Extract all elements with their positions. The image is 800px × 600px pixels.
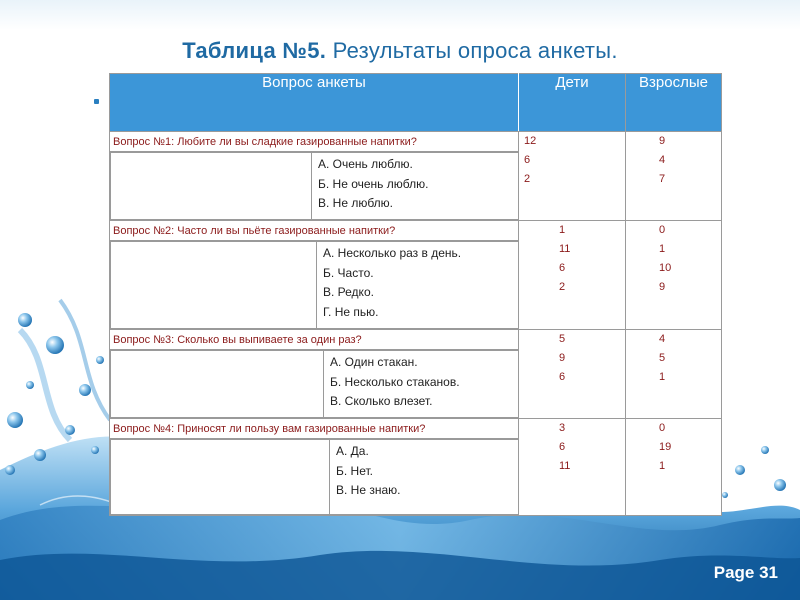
options-inner-table <box>110 152 518 220</box>
survey-results-table <box>109 73 722 516</box>
options-cell <box>110 152 519 221</box>
options-cell <box>110 241 519 330</box>
count-value: 4 <box>659 154 666 166</box>
page-title <box>0 38 800 64</box>
count-value: 6 <box>559 441 566 453</box>
question-text: Вопрос №2: Часто ли вы пьёте газированные напитки? <box>110 221 519 241</box>
answer-option: А. Один стакан. <box>330 355 418 369</box>
count-value: 1 <box>559 224 566 236</box>
answer-option: В. Не знаю. <box>336 483 401 497</box>
question-row <box>110 132 722 152</box>
adults-counts <box>626 419 722 516</box>
count-value: 9 <box>659 135 666 147</box>
answer-option: А. Да. <box>336 444 369 458</box>
kids-counts <box>519 221 626 330</box>
title-rest: Результаты опроса анкеты. <box>326 38 618 63</box>
count-value: 10 <box>659 262 672 274</box>
question-text: Вопрос №1: Любите ли вы сладкие газированные напитки? <box>110 132 519 152</box>
answer-option: В. Сколько влезет. <box>330 394 433 408</box>
question-row <box>110 330 722 350</box>
options-cell <box>110 350 519 419</box>
answer-option: Б. Нет. <box>336 463 373 478</box>
count-value: 1 <box>659 243 666 255</box>
count-value: 5 <box>559 333 566 345</box>
answer-option: Г. Не пью. <box>323 304 379 319</box>
answer-option: А. Очень люблю. <box>318 157 413 171</box>
kids-counts <box>519 132 626 221</box>
options-cell <box>110 439 519 516</box>
answer-option: А. Несколько раз в день. <box>323 246 462 260</box>
count-value: 3 <box>559 422 566 434</box>
count-value: 6 <box>524 154 531 166</box>
adults-counts <box>626 221 722 330</box>
options-inner-table <box>110 241 518 329</box>
answer-option: Б. Часто. <box>323 265 374 280</box>
question-row <box>110 419 722 439</box>
count-value: 19 <box>659 441 672 453</box>
count-value: 11 <box>559 243 571 255</box>
question-text: Вопрос №4: Приносят ли пользу вам газированные напитки? <box>110 419 519 439</box>
count-value: 11 <box>559 460 571 472</box>
count-value: 1 <box>659 371 666 383</box>
answer-options <box>330 440 519 515</box>
options-spacer <box>111 351 324 418</box>
count-value: 1 <box>659 460 666 472</box>
answer-option: Б. Не очень люблю. <box>318 176 429 191</box>
question-row <box>110 221 722 241</box>
options-spacer <box>111 242 317 329</box>
title-bold: Таблица №5. <box>182 38 327 63</box>
answer-option: В. Не люблю. <box>318 196 394 210</box>
kids-counts <box>519 419 626 516</box>
header-kids: Дети <box>519 74 626 132</box>
answer-options <box>324 351 519 418</box>
options-inner-table <box>110 439 518 515</box>
count-value: 2 <box>559 281 566 293</box>
bullet-marker <box>94 99 99 104</box>
count-value: 9 <box>559 352 566 364</box>
count-value: 0 <box>659 422 666 434</box>
count-value: 2 <box>524 173 531 185</box>
answer-options <box>317 242 519 329</box>
page-number: Page 31 <box>713 563 778 582</box>
answer-options <box>312 153 519 220</box>
answer-option: В. Редко. <box>323 285 374 299</box>
count-value: 6 <box>559 262 566 274</box>
count-value: 6 <box>559 371 566 383</box>
count-value: 12 <box>524 135 537 147</box>
answer-option: Б. Несколько стаканов. <box>330 374 460 389</box>
header-adults: Взрослые <box>626 74 722 132</box>
options-spacer <box>111 153 312 220</box>
count-value: 0 <box>659 224 666 236</box>
count-value: 9 <box>659 281 666 293</box>
count-value: 5 <box>659 352 666 364</box>
header-question: Вопрос анкеты <box>110 74 519 132</box>
count-value: 7 <box>659 173 666 185</box>
kids-counts <box>519 330 626 419</box>
count-value: 4 <box>659 333 666 345</box>
adults-counts <box>626 330 722 419</box>
options-inner-table <box>110 350 518 418</box>
table-header-row <box>110 74 722 132</box>
adults-counts <box>626 132 722 221</box>
question-text: Вопрос №3: Сколько вы выпиваете за один раз? <box>110 330 519 350</box>
options-spacer <box>111 440 330 515</box>
